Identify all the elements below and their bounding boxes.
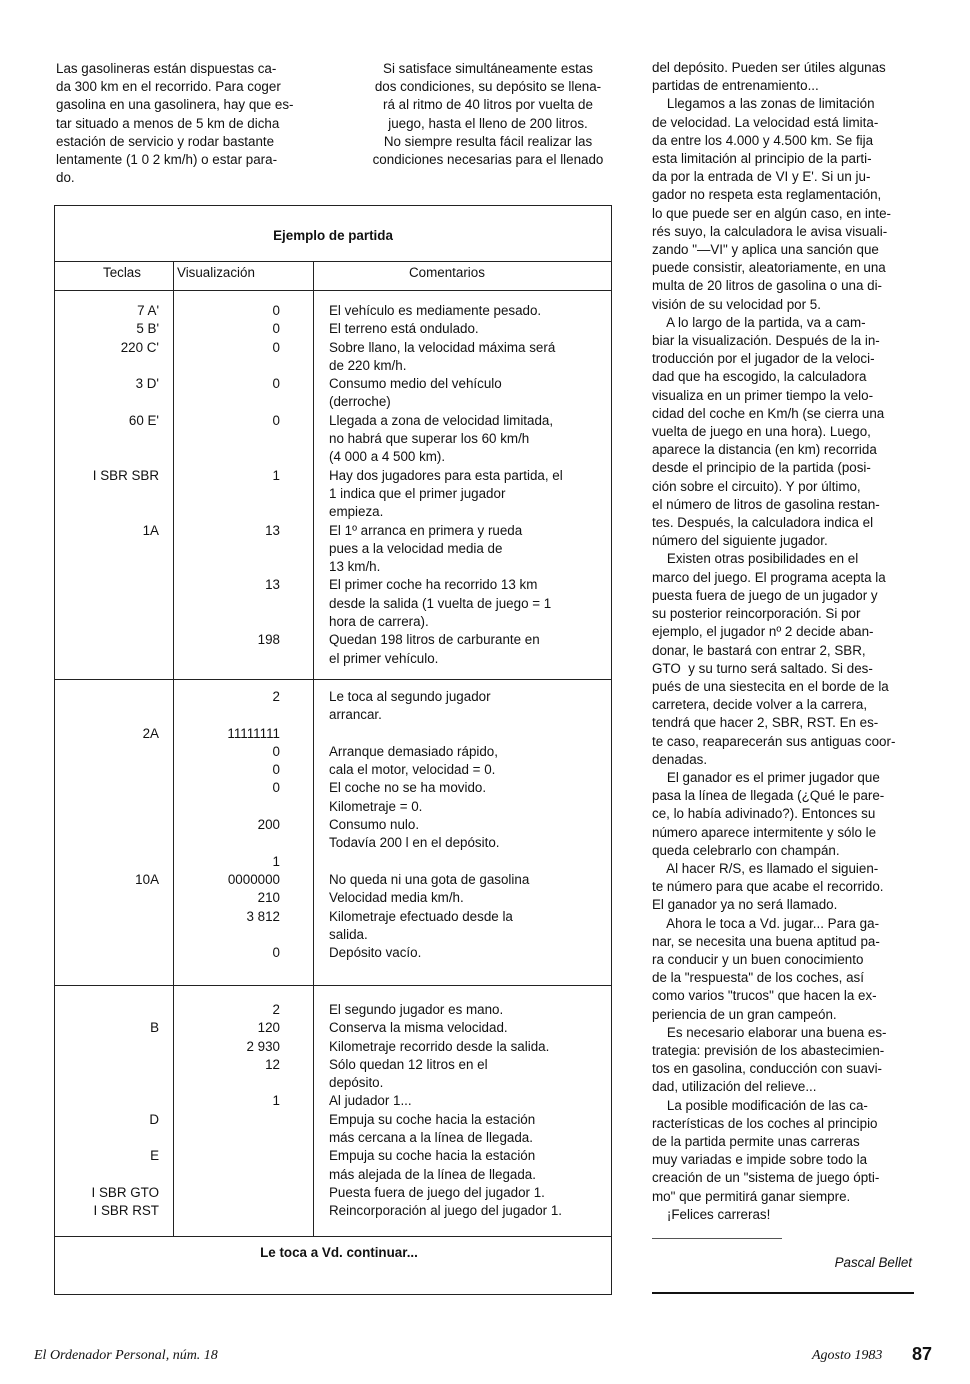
text-line (55, 1092, 159, 1110)
text-line (55, 926, 159, 944)
text-line: Kilometraje = 0. (329, 798, 423, 814)
text-line: hora de carrera). (329, 614, 429, 630)
text-line: Al judador 1... (329, 1093, 412, 1109)
text-line: queda celebrarlo con champán. (652, 842, 840, 858)
publication-name: El Ordenador Personal, núm. 18 (34, 1348, 218, 1363)
text-line: 0 (272, 780, 280, 796)
text-line (55, 761, 159, 779)
text-line: Sobre llano, la velocidad máxima será (329, 339, 556, 355)
text-line (177, 1202, 280, 1220)
text-line (55, 448, 159, 466)
text-line: más alejada de la línea de llegada. (329, 1166, 536, 1182)
text-line: Llegada a zona de velocidad limitada, (329, 412, 554, 428)
text-line (177, 798, 280, 816)
text-line: 13 km/h. (329, 559, 381, 575)
visualization-column (177, 688, 280, 962)
column-2-text (352, 60, 624, 169)
text-line: da por la entrada de VI y E'. Si un ju- (652, 169, 871, 185)
text-line (55, 1166, 159, 1184)
text-line: 0 (272, 945, 280, 961)
text-line (55, 908, 159, 926)
text-line: El coche no se ha movido. (329, 780, 487, 796)
text-line (177, 834, 280, 852)
text-line (55, 558, 159, 576)
text-line: 0 (272, 762, 280, 778)
text-line: 13 (265, 577, 280, 593)
text-line: desde el principio de la partida (posi- (652, 460, 871, 476)
text-line: pués de una siestecita en el borde de la (652, 678, 889, 694)
text-line: 2 930 (246, 1038, 280, 1054)
text-line (177, 595, 280, 613)
text-line (177, 485, 280, 503)
text-line: E (150, 1148, 159, 1164)
text-line: pues a la velocidad media de (329, 540, 503, 556)
text-line: carretera, decide volver a la carrera, (652, 697, 868, 713)
divider (652, 1292, 914, 1294)
text-line: Arranque demasiado rápido, (329, 743, 498, 759)
text-line: El primer coche ha recorrido 13 km (329, 577, 538, 593)
text-line: tendrá que hacer 2, SBR, RST. En es- (652, 715, 879, 731)
text-line: cala el motor, velocidad = 0. (329, 762, 496, 778)
text-line: dos condiciones, su depósito se llena- (374, 79, 602, 95)
text-line: La posible modificación de las ca- (652, 1097, 868, 1113)
column-3-text (652, 59, 920, 1224)
text-line (177, 558, 280, 576)
text-line (177, 448, 280, 466)
text-line: Todavía 200 l en el depósito. (329, 835, 500, 851)
visualization-column (177, 302, 280, 668)
text-line: El ganador ya no será llamado. (652, 897, 838, 913)
text-line: 210 (257, 890, 280, 906)
text-line (177, 650, 280, 668)
text-line (55, 503, 159, 521)
text-line: lentamente (1 0 2 km/h) o estar para- (56, 152, 278, 168)
text-line (329, 725, 609, 743)
text-line: juego, hasta el lleno de 200 litros. (388, 115, 588, 131)
text-line: aparece la distancia (en km) recorrida (652, 442, 877, 458)
text-line: 3 D' (135, 376, 159, 392)
text-line: rá al ritmo de 40 litros por vuelta de (383, 97, 593, 113)
text-line (55, 688, 159, 706)
text-line: 1 indica que el primer jugador (329, 485, 506, 501)
text-line: salida. (329, 926, 368, 942)
text-line (55, 576, 159, 594)
header-comments: Comentarios (409, 265, 485, 280)
text-line: Velocidad media km/h. (329, 890, 464, 906)
text-line: denadas. (652, 751, 708, 767)
divider (173, 261, 174, 1236)
text-line: gasolina en una gasolinera, hay que es- (56, 97, 294, 113)
text-line: ¡Felices carreras! (652, 1206, 771, 1222)
text-line: Puesta fuera de juego del jugador 1. (329, 1184, 545, 1200)
text-line: El vehículo es mediamente pesado. (329, 303, 542, 318)
text-line: muy variadas e impide sobre todo la (652, 1152, 868, 1168)
comments-column (329, 688, 609, 962)
text-line (177, 926, 280, 944)
text-line: Reincorporación al juego del jugador 1. (329, 1203, 563, 1219)
text-line: da 300 km en el recorrido. Para coger (56, 79, 281, 95)
text-line (55, 853, 159, 871)
text-line: El ganador es el primer jugador que (652, 769, 880, 785)
divider (313, 261, 314, 1236)
text-line: Si satisface simultáneamente estas (383, 61, 593, 76)
text-line: 13 (265, 522, 280, 538)
text-line: cidad del coche en Km/h (se cierra una (652, 405, 885, 421)
text-line: de la partida permite unas carreras (652, 1133, 860, 1149)
text-line: ejemplo, el jugador nº 2 decide aban- (652, 624, 874, 640)
text-line: Es necesario elaborar una buena es- (652, 1024, 887, 1040)
text-line: racterísticas de los coches al principio (652, 1115, 878, 1131)
text-line: empieza. (329, 504, 384, 520)
text-line: mo" que permitirá ganar siempre. (652, 1188, 851, 1204)
text-line: vuelta de juego en una hora). Luego, (652, 424, 871, 440)
text-line (55, 962, 159, 980)
text-line: pasa la línea de llegada (¿Qué le pare- (652, 788, 885, 804)
text-line (177, 1129, 280, 1147)
text-line (55, 668, 159, 686)
author-signature: Pascal Bellet (834, 1255, 912, 1270)
keys-column (55, 688, 159, 981)
text-line: su posterior reincorporación. Si por (652, 606, 861, 622)
text-line: 3 812 (246, 908, 280, 924)
text-line: 2 (272, 689, 280, 704)
text-line: condiciones necesarias para el llenado (372, 152, 604, 168)
text-line (177, 357, 280, 375)
text-line: 7 A' (137, 303, 159, 318)
text-line: I SBR SBR (92, 467, 159, 483)
text-line (329, 853, 609, 871)
text-line (55, 944, 159, 962)
text-line: 2A (142, 725, 159, 741)
text-line (55, 1001, 159, 1019)
text-line: El 1º arranca en primera y rueda (329, 522, 523, 538)
divider (652, 1238, 782, 1239)
text-line: A lo largo de la partida, va a cam- (652, 314, 866, 330)
divider (55, 985, 611, 986)
text-line: Depósito vacío. (329, 945, 422, 961)
text-line: D (149, 1111, 159, 1127)
text-line: de la "respuesta" de los coches, así (652, 970, 864, 986)
text-line: Empuja su coche hacia la estación (329, 1148, 536, 1164)
text-line: visión de su velocidad por 5. (652, 296, 821, 312)
text-line (55, 1038, 159, 1056)
text-line: donar, le bastará con entrar 2, SBR, (652, 642, 866, 658)
text-line (177, 393, 280, 411)
text-line: troducción por el jugador de la veloci- (652, 351, 875, 367)
text-line: Hay dos jugadores para esta partida, el (329, 467, 563, 483)
text-line: 1A (142, 522, 159, 538)
text-line: 0000000 (227, 871, 280, 887)
text-line: nar, se necesita una buena aptitud pa- (652, 933, 880, 949)
text-line (55, 834, 159, 852)
text-line: B (150, 1020, 159, 1036)
text-line: no habrá que superar los 60 km/h (329, 431, 530, 447)
text-line (177, 540, 280, 558)
text-line: Kilometraje efectuado desde la (329, 908, 513, 924)
text-line (177, 503, 280, 521)
text-line (177, 430, 280, 448)
text-line: Consumo nulo. (329, 817, 420, 833)
text-line (55, 706, 159, 724)
text-line: 5 B' (136, 321, 159, 337)
text-line: (4 000 a 4 500 km). (329, 449, 446, 465)
comments-column (329, 1001, 609, 1221)
text-line: 10A (135, 871, 159, 887)
table-footer: Le toca a Vd. continuar... (260, 1245, 418, 1260)
text-line: Ahora le toca a Vd. jugar... Para ga- (652, 915, 880, 931)
text-line: ce, lo había adivinado?). Entonces su (652, 806, 876, 822)
text-line: de 220 km/h. (329, 357, 407, 373)
text-line: biar la visualización. Después de la in- (652, 333, 880, 349)
text-line: más cercana a la línea de llegada. (329, 1130, 533, 1146)
text-line: gador no respeta esta reglamentación, (652, 187, 882, 203)
text-line (177, 706, 280, 724)
text-line: 0 (272, 376, 280, 392)
header-visualization: Visualización (177, 265, 255, 280)
text-line: partidas de entrenamiento... (652, 78, 819, 94)
text-line (55, 650, 159, 668)
text-line (55, 430, 159, 448)
text-line: 0 (272, 412, 280, 428)
comments-column (329, 302, 609, 668)
text-line: El terreno está ondulado. (329, 321, 479, 337)
text-line (55, 613, 159, 631)
text-line: Le toca al segundo jugador (329, 689, 491, 704)
text-line (55, 1074, 159, 1092)
text-line: 1 (272, 853, 280, 869)
text-line: trategia: previsión de los abastecimien- (652, 1042, 885, 1058)
text-line: Empuja su coche hacia la estación (329, 1111, 536, 1127)
text-line: 2 (272, 1002, 280, 1017)
text-line: puede consistir, aleatoriamente, en una (652, 260, 886, 276)
divider (55, 290, 611, 291)
text-line (177, 1147, 280, 1165)
text-line (55, 540, 159, 558)
text-line (55, 485, 159, 503)
text-line: 0 (272, 321, 280, 337)
text-line: del depósito. Pueden ser útiles algunas (652, 60, 886, 75)
text-line: No queda ni una gota de gasolina (329, 871, 530, 887)
text-line: te caso, reaparecerán sus antiguas coor- (652, 733, 896, 749)
visualization-column (177, 1001, 280, 1221)
text-line (55, 393, 159, 411)
text-line: número del siguiente jugador. (652, 533, 828, 549)
text-line (55, 816, 159, 834)
text-line (55, 798, 159, 816)
text-line: ra conducir y un buen conocimiento (652, 951, 864, 967)
text-line: I SBR GTO (91, 1184, 159, 1200)
text-line: el primer vehículo. (329, 650, 439, 666)
text-line: te número para que acabe el recorrido. (652, 879, 884, 895)
text-line (55, 595, 159, 613)
text-line: 198 (257, 632, 280, 648)
text-line: Sólo quedan 12 litros en el (329, 1056, 488, 1072)
text-line: 1 (272, 1093, 280, 1109)
text-line (55, 1056, 159, 1074)
text-line: depósito. (329, 1075, 384, 1091)
text-line (55, 743, 159, 761)
text-line (55, 779, 159, 797)
text-line: 0 (272, 303, 280, 318)
example-game-table (54, 205, 612, 1295)
text-line (55, 357, 159, 375)
text-line: ción sobre el circuito). Y por último, (652, 478, 861, 494)
text-line (177, 613, 280, 631)
text-line: rés suyo, la calculadora le avisa visuali- (652, 223, 888, 239)
divider (55, 261, 611, 262)
text-line: marco del juego. El programa acepta la (652, 569, 886, 585)
text-line: de velocidad. La velocidad está limita- (652, 114, 879, 130)
text-line: dad, utilización del relieve... (652, 1079, 817, 1095)
text-line: (derroche) (329, 394, 391, 410)
text-line (55, 889, 159, 907)
text-line: 220 C' (120, 339, 159, 355)
text-line: estación de servicio y rodar bastante (56, 133, 275, 149)
text-line: 200 (257, 817, 280, 833)
text-line: No siempre resulta fácil realizar las (383, 133, 593, 149)
text-line: número aparece intermitente y sólo le (652, 824, 877, 840)
divider (55, 1236, 611, 1237)
text-line (55, 631, 159, 649)
page-number: 87 (911, 1344, 932, 1364)
text-line: tar situado a menos de 5 km de dicha (56, 115, 280, 131)
column-1-text (56, 60, 322, 187)
text-line: da entre los 4.000 y 4.500 km. Se fija (652, 132, 874, 148)
text-line: dad que ha escogido, la calculadora (652, 369, 867, 385)
text-line: Las gasolineras están dispuestas ca- (56, 61, 277, 76)
text-line: Kilometraje recorrido desde la salida. (329, 1038, 550, 1054)
text-line: Quedan 198 litros de carburante en (329, 632, 540, 648)
text-line: tes. Después, la calculadora indica el (652, 515, 874, 531)
text-line: arrancar. (329, 707, 382, 723)
text-line: Al hacer R/S, es llamado el siguien- (652, 860, 879, 876)
text-line: GTO y su turno será saltado. Si des- (652, 660, 873, 676)
publication-date: Agosto 1983 (812, 1348, 883, 1363)
text-line: como varios "trucos" que hacen la ex- (652, 988, 877, 1004)
text-line: 0 (272, 339, 280, 355)
header-keys: Teclas (103, 265, 141, 280)
text-line: Consumo medio del vehículo (329, 376, 502, 392)
keys-column (55, 302, 159, 686)
text-line (177, 1184, 280, 1202)
text-line: 11111111 (227, 725, 280, 741)
text-line: 1 (272, 467, 280, 483)
text-line: zando "—VI" y aplica una sanción que (652, 242, 879, 258)
text-line: 0 (272, 743, 280, 759)
text-line: 60 E' (128, 412, 159, 428)
text-line: periencia de un gran campeón. (652, 1006, 837, 1022)
text-line: 120 (257, 1020, 280, 1036)
text-line: puesta fuera de juego de un jugador y (652, 587, 878, 603)
text-line (177, 1166, 280, 1184)
text-line: multa de 20 litros de gasolina o una di- (652, 278, 883, 294)
keys-column (55, 1001, 159, 1221)
text-line: Existen otras posibilidades en el (652, 551, 859, 567)
table-title: Ejemplo de partida (273, 228, 393, 243)
text-line: Conserva la misma velocidad. (329, 1020, 508, 1036)
text-line: tos en gasolina, conducción con suavi- (652, 1061, 883, 1077)
text-line (177, 1074, 280, 1092)
text-line: I SBR RST (93, 1203, 159, 1219)
text-line: visualiza en un primer tiempo la velo- (652, 387, 874, 403)
text-line: creación de un "sistema de juego ópti- (652, 1170, 880, 1186)
text-line: el número de litros de gasolina restan- (652, 496, 880, 512)
text-line (177, 1111, 280, 1129)
text-line: El segundo jugador es mano. (329, 1002, 504, 1017)
text-line: lo que puede ser en algún caso, en inte- (652, 205, 891, 221)
text-line: 12 (265, 1056, 280, 1072)
text-line: Llegamos a las zonas de limitación (652, 96, 875, 112)
text-line: esta limitación al principio de la parti- (652, 151, 872, 167)
text-line: do. (56, 170, 75, 186)
text-line (55, 1129, 159, 1147)
text-line: desde la salida (1 vuelta de juego = 1 (329, 595, 552, 611)
